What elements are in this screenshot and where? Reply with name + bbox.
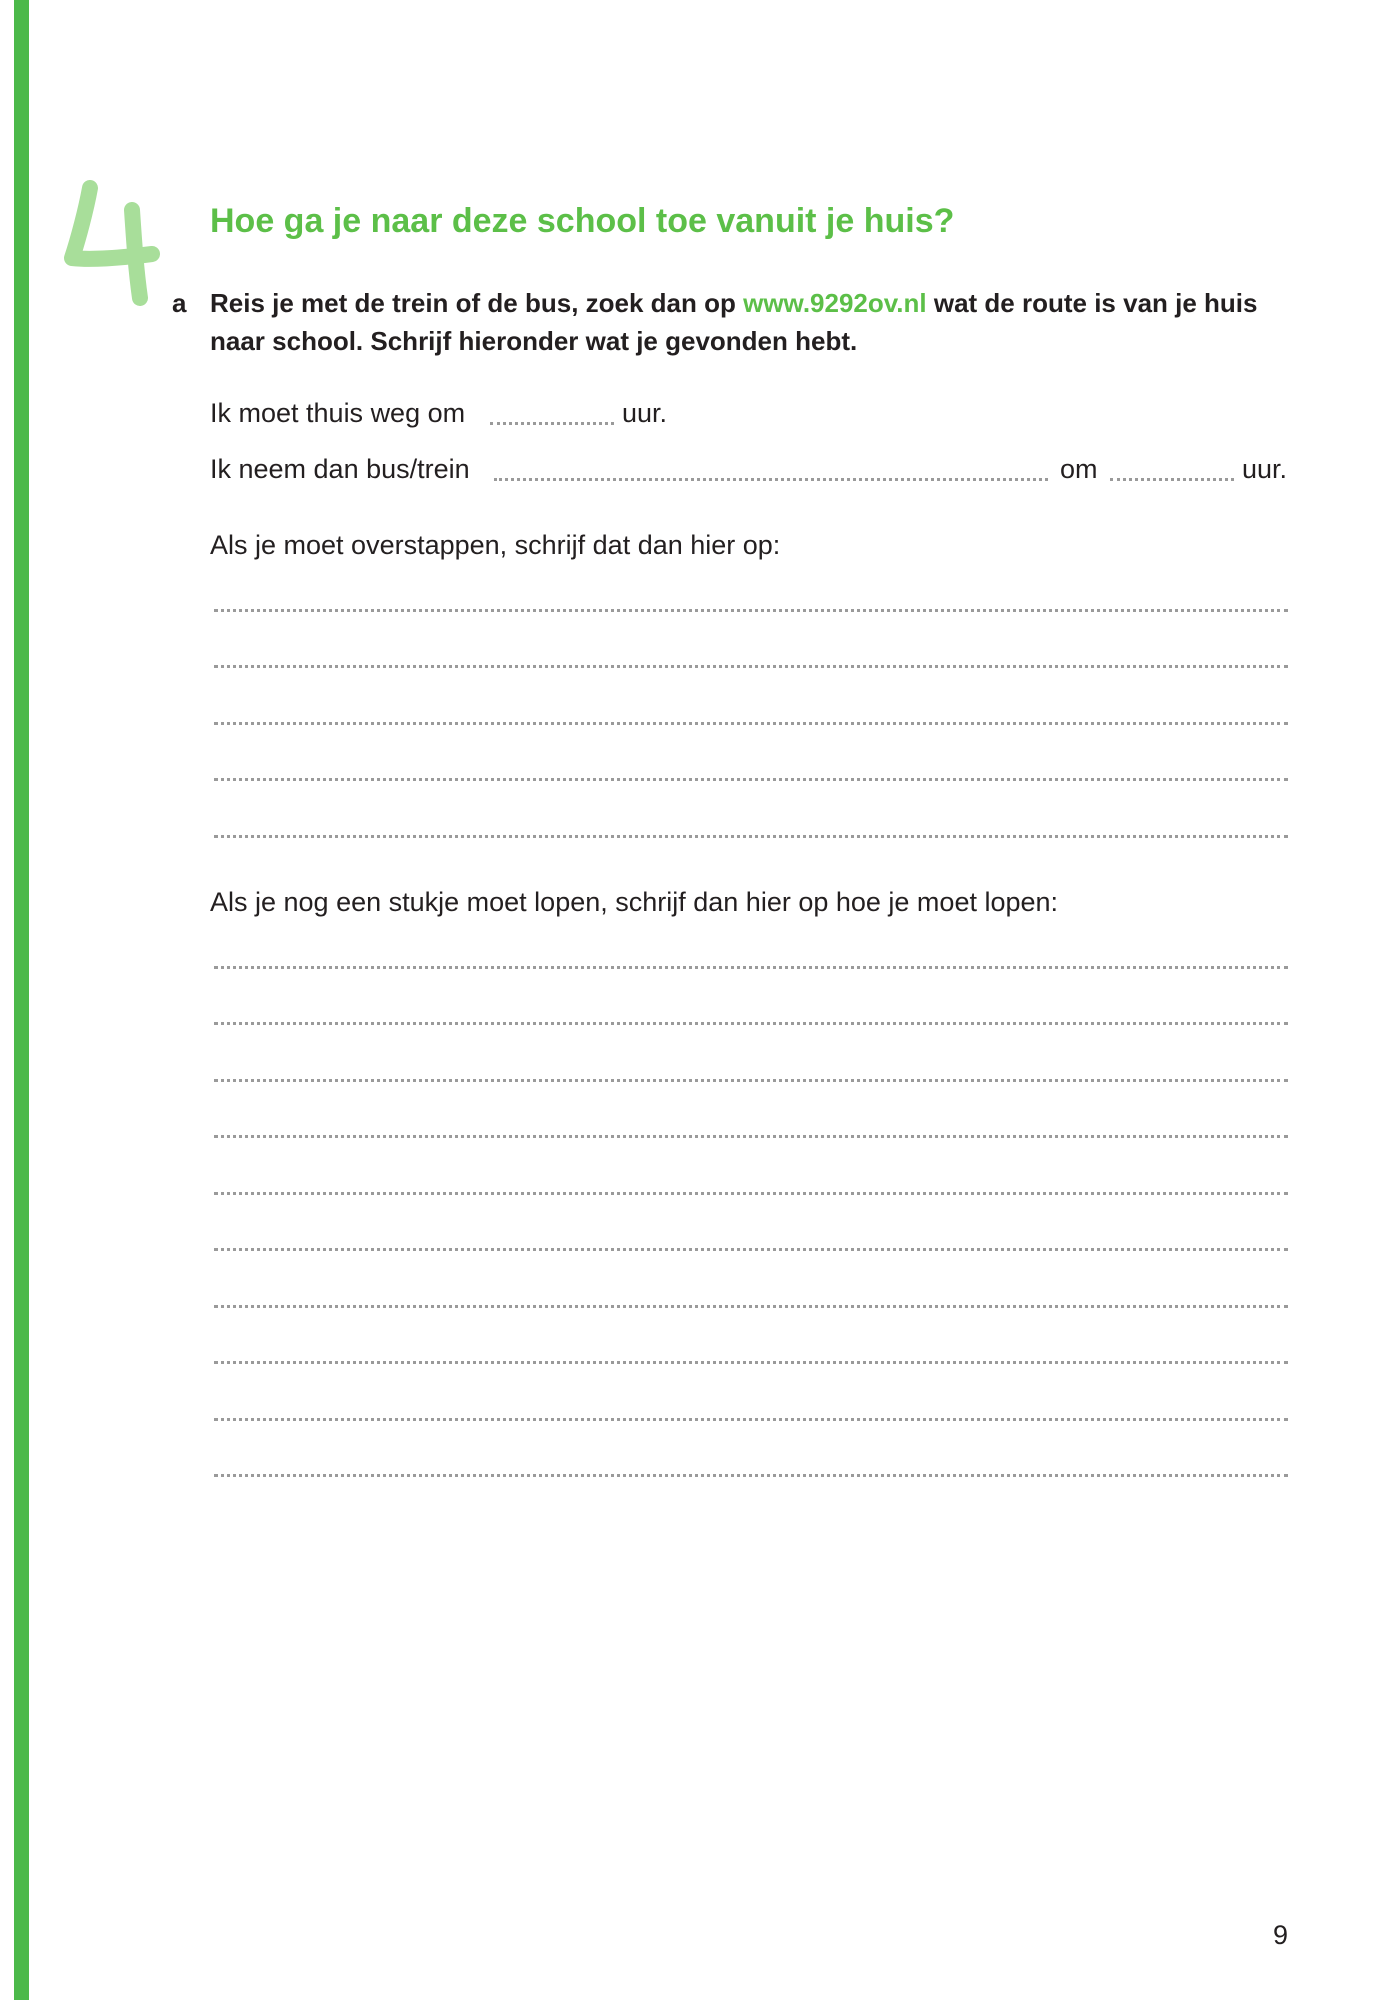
transfer-writing-line[interactable] [214, 778, 1288, 781]
question-text [210, 284, 1290, 360]
transport-label: Ik neem dan bus/trein [210, 454, 470, 484]
transfer-prompt: Als je moet overstappen, schrijf dat dan hier op: [210, 530, 781, 560]
transfer-writing-line[interactable] [214, 665, 1288, 668]
walk-writing-line[interactable] [214, 1248, 1288, 1251]
transfer-writing-line[interactable] [214, 722, 1288, 725]
walk-writing-line[interactable] [214, 966, 1288, 969]
departure-time-label: Ik moet thuis weg om [210, 398, 466, 428]
transfer-writing-line[interactable] [214, 835, 1288, 838]
walk-writing-line[interactable] [214, 1022, 1288, 1025]
transport-time-label: om [1060, 454, 1098, 484]
exercise-number-graphic [60, 180, 160, 310]
walk-writing-line[interactable] [214, 1418, 1288, 1421]
route-planner-link[interactable]: www.9292ov.nl [743, 288, 927, 318]
page-number: 9 [1272, 1920, 1288, 1950]
walk-writing-line[interactable] [214, 1079, 1288, 1082]
transport-time-field[interactable] [1110, 478, 1234, 481]
walk-writing-line[interactable] [214, 1135, 1288, 1138]
question-letter: a [172, 288, 187, 318]
walk-writing-line[interactable] [214, 1305, 1288, 1308]
page-edge-bar [14, 0, 29, 2000]
transfer-writing-line[interactable] [214, 609, 1288, 612]
walk-writing-line[interactable] [214, 1474, 1288, 1477]
walk-prompt: Als je nog een stukje moet lopen, schrijf dan hier op hoe je moet lopen: [210, 887, 1059, 917]
question-text-start: Reis je met de trein of de bus, zoek dan op [210, 288, 744, 318]
walk-writing-line[interactable] [214, 1361, 1288, 1364]
walk-writing-line[interactable] [214, 1192, 1288, 1195]
exercise-title: Hoe ga je naar deze school toe vanuit je huis? [210, 202, 955, 240]
transport-field[interactable] [494, 478, 1048, 481]
transport-time-unit: uur. [1242, 454, 1288, 484]
question-text-end: wat de route is van je huis naar school. Schrijf hieronder wat je gevonden hebt. [210, 288, 1258, 356]
departure-time-field[interactable] [490, 422, 614, 425]
departure-time-unit: uur. [622, 398, 668, 428]
